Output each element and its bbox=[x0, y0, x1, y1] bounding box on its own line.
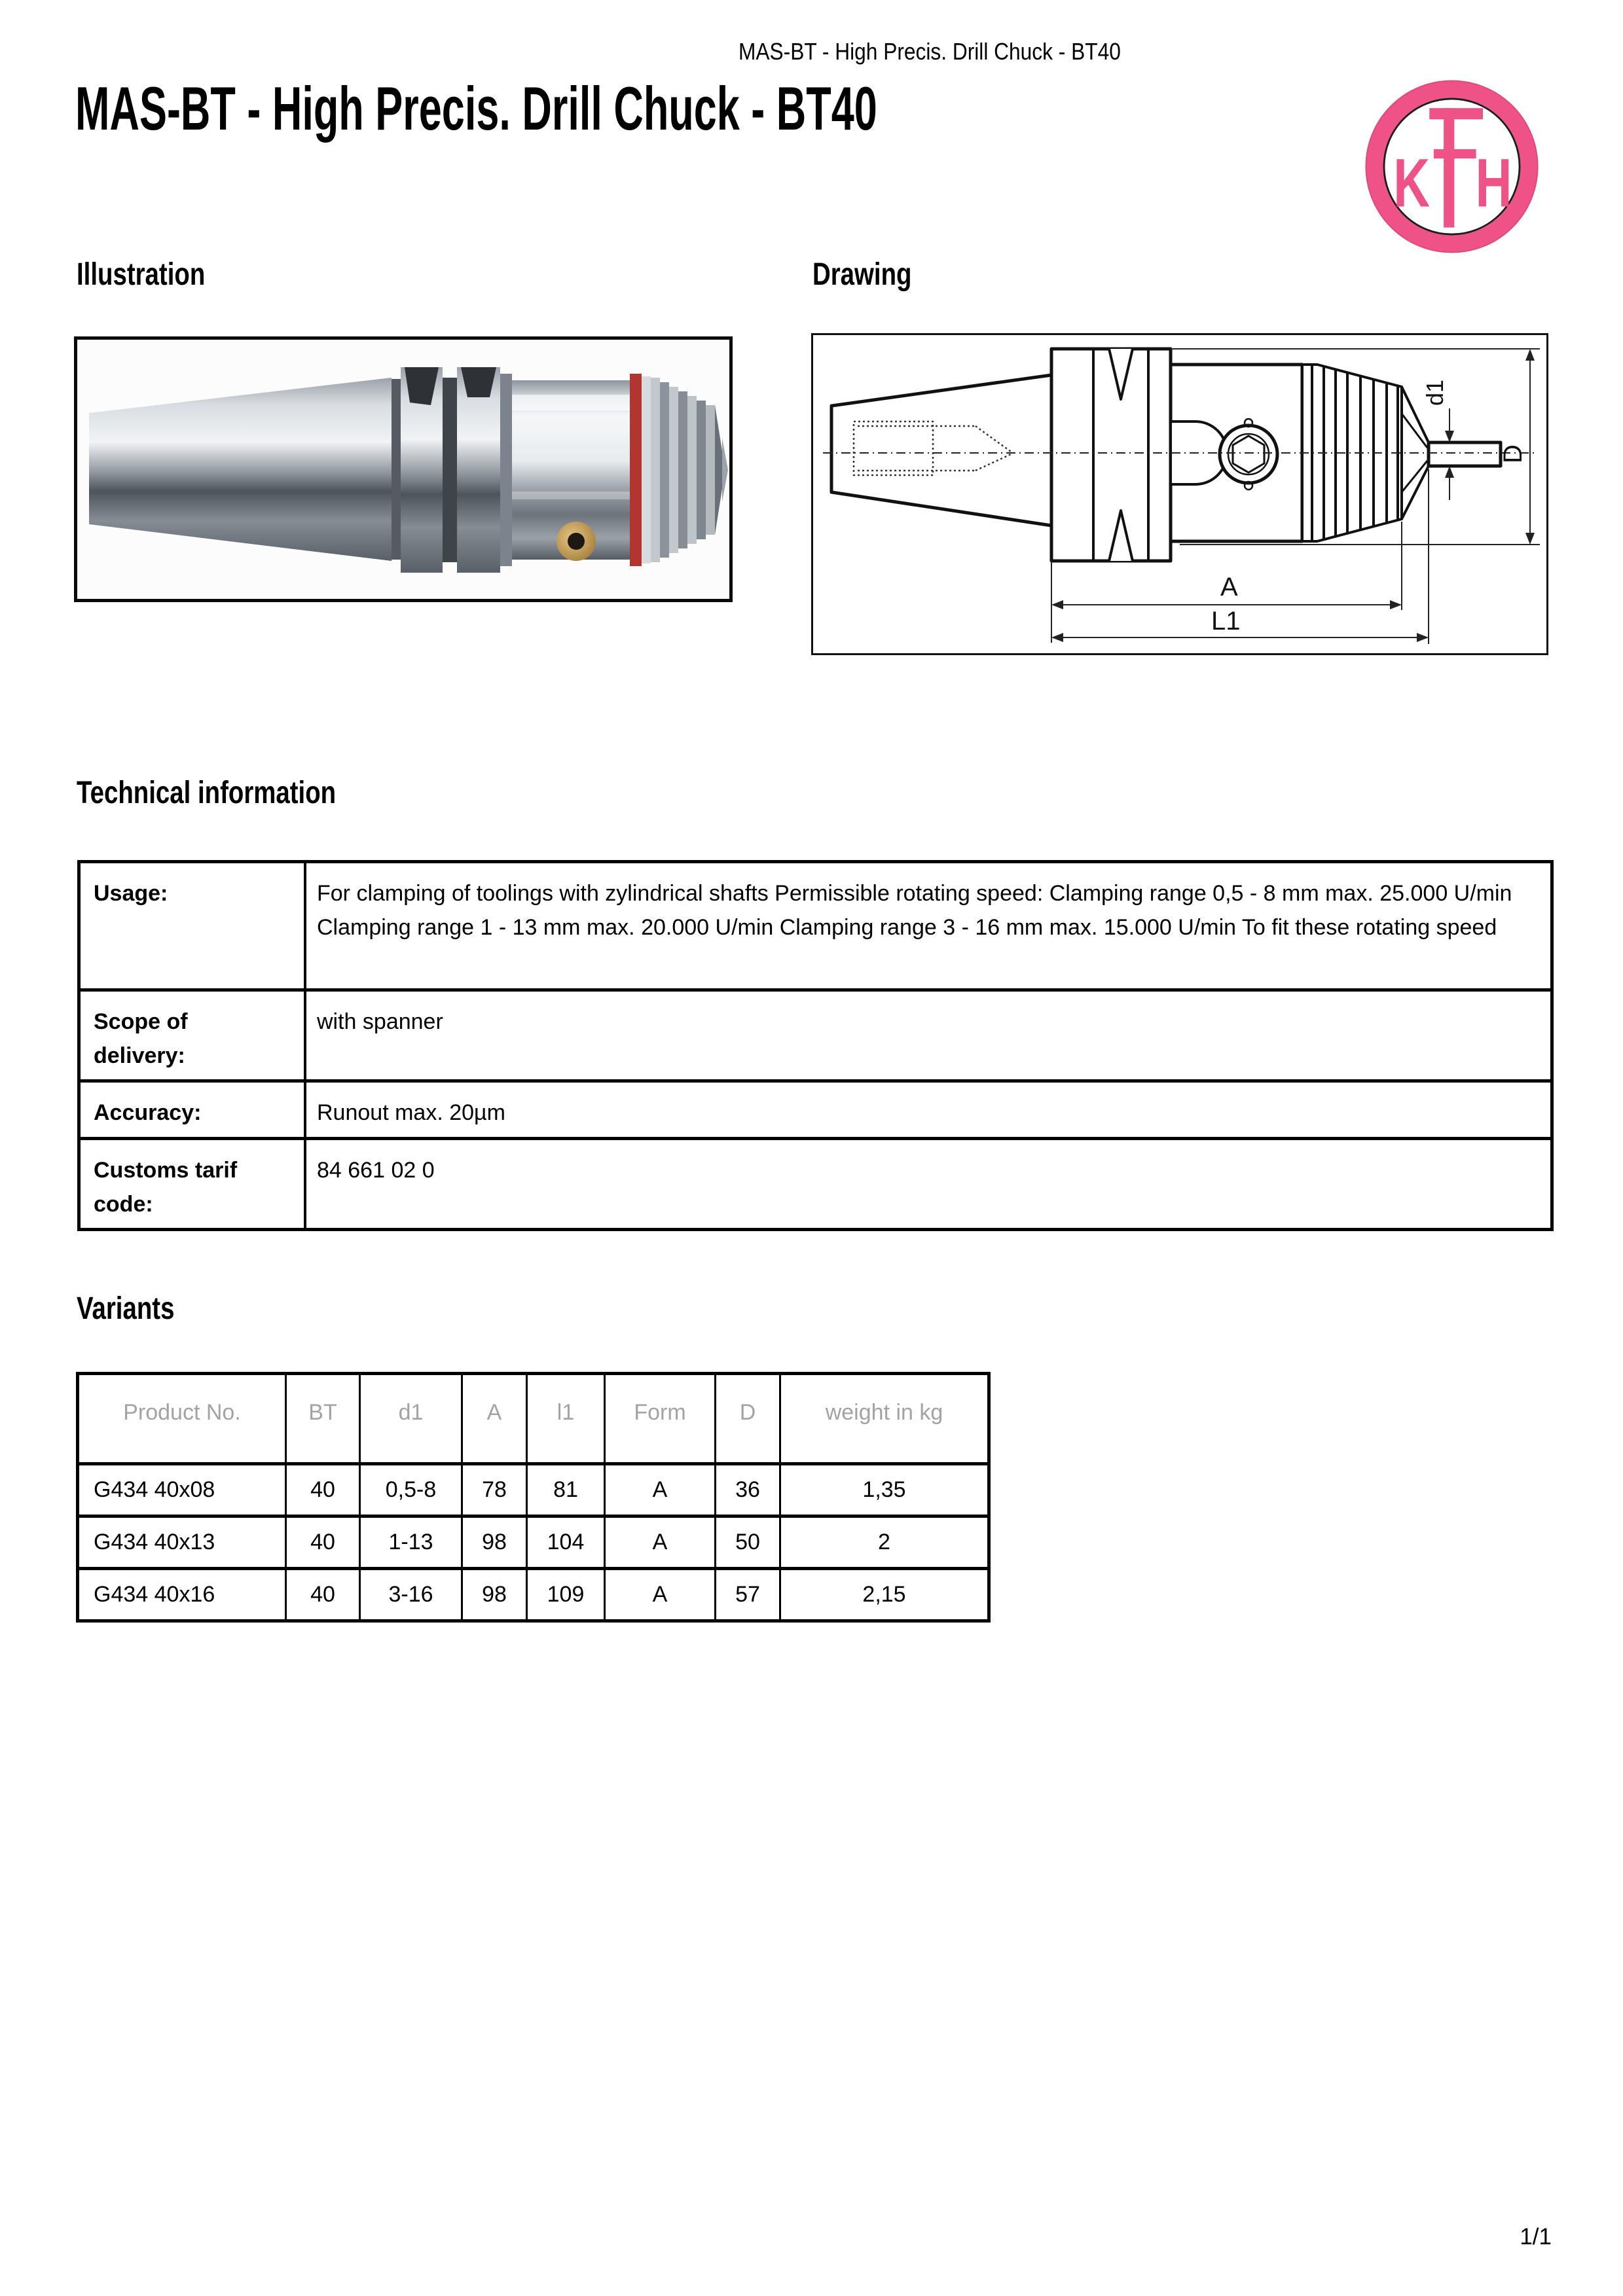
col-header-l1: l1 bbox=[527, 1374, 605, 1464]
table-row bbox=[78, 1464, 989, 1516]
tech-label-scope: Scope of delivery: bbox=[79, 990, 306, 1081]
tech-value-scope: with spanner bbox=[305, 990, 1552, 1081]
variants-header-row bbox=[78, 1374, 989, 1464]
cell-bt: 40 bbox=[286, 1516, 360, 1569]
tech-label-usage: Usage: bbox=[79, 862, 306, 990]
variants-heading: Variants bbox=[77, 1291, 175, 1326]
cell-l1: 109 bbox=[527, 1569, 605, 1621]
cell-d1: 0,5-8 bbox=[360, 1464, 462, 1516]
dim-label-l1: L1 bbox=[1211, 607, 1241, 636]
table-row bbox=[79, 1139, 1552, 1230]
cell-a: 98 bbox=[462, 1569, 527, 1621]
cell-a: 78 bbox=[462, 1464, 527, 1516]
table-row bbox=[79, 990, 1552, 1081]
technical-drawing-frame bbox=[811, 333, 1548, 655]
dim-label-a: A bbox=[1220, 573, 1238, 601]
letter-h: H bbox=[1475, 145, 1512, 222]
page-number: 1/1 bbox=[1520, 2224, 1552, 2250]
running-header: MAS-BT - High Precis. Drill Chuck - BT40 bbox=[739, 38, 1121, 65]
technical-heading: Technical information bbox=[77, 776, 337, 810]
cell-bt: 40 bbox=[286, 1464, 360, 1516]
dim-label-d: D bbox=[1499, 444, 1527, 463]
table-row bbox=[78, 1516, 989, 1569]
cell-form: A bbox=[605, 1569, 716, 1621]
tech-value-accuracy: Runout max. 20µm bbox=[305, 1081, 1552, 1139]
col-header-a: A bbox=[462, 1374, 527, 1464]
cell-form: A bbox=[605, 1516, 716, 1569]
chuck-ribs bbox=[651, 378, 715, 562]
dim-label-d1: d1 bbox=[1421, 379, 1448, 406]
cell-d: 36 bbox=[716, 1464, 780, 1516]
col-header-product-no: Product No. bbox=[78, 1374, 286, 1464]
letter-k: K bbox=[1393, 145, 1431, 222]
tech-value-customs: 84 661 02 0 bbox=[305, 1139, 1552, 1230]
variants-table bbox=[76, 1372, 991, 1623]
col-header-weight: weight in kg bbox=[780, 1374, 989, 1464]
cell-d1: 3-16 bbox=[360, 1569, 462, 1621]
cell-weight: 1,35 bbox=[780, 1464, 989, 1516]
cell-d: 57 bbox=[716, 1569, 780, 1621]
cell-d: 50 bbox=[716, 1516, 780, 1569]
table-row bbox=[79, 1081, 1552, 1139]
col-header-bt: BT bbox=[286, 1374, 360, 1464]
technical-info-table bbox=[77, 860, 1554, 1231]
kfh-logo bbox=[1359, 73, 1545, 260]
tech-label-customs: Customs tarif code: bbox=[79, 1139, 306, 1230]
cell-product-no: G434 40x16 bbox=[78, 1569, 286, 1621]
product-photo-frame bbox=[74, 336, 733, 602]
red-ring bbox=[630, 374, 642, 566]
cell-l1: 104 bbox=[527, 1516, 605, 1569]
technical-drawing bbox=[813, 335, 1546, 653]
kfh-logo-icon bbox=[1359, 73, 1545, 260]
cell-d1: 1-13 bbox=[360, 1516, 462, 1569]
cell-weight: 2,15 bbox=[780, 1569, 989, 1621]
product-photo bbox=[77, 340, 729, 599]
illustration-heading: Illustration bbox=[77, 257, 206, 292]
cell-bt: 40 bbox=[286, 1569, 360, 1621]
cell-weight: 2 bbox=[780, 1516, 989, 1569]
col-header-d: D bbox=[716, 1374, 780, 1464]
table-row bbox=[79, 862, 1552, 990]
cell-product-no: G434 40x08 bbox=[78, 1464, 286, 1516]
table-row bbox=[78, 1569, 989, 1621]
col-header-form: Form bbox=[605, 1374, 716, 1464]
tech-label-accuracy: Accuracy: bbox=[79, 1081, 306, 1139]
col-header-d1: d1 bbox=[360, 1374, 462, 1464]
cell-l1: 81 bbox=[527, 1464, 605, 1516]
cell-product-no: G434 40x13 bbox=[78, 1516, 286, 1569]
page-title: MAS-BT - High Precis. Drill Chuck - BT40 bbox=[75, 74, 877, 143]
drawing-heading: Drawing bbox=[812, 257, 912, 292]
cell-form: A bbox=[605, 1464, 716, 1516]
cell-a: 98 bbox=[462, 1516, 527, 1569]
tech-value-usage: For clamping of toolings with zylindrical shafts Permissible rotating speed: Clamping range 0,5 - 8 mm max. 25.000 U/min Clamping range 1 - 13 mm max. 20.000 U/min Clamping range 3 - 16 mm max. 15.000 U/min To fit these rotating speed bbox=[305, 862, 1552, 990]
